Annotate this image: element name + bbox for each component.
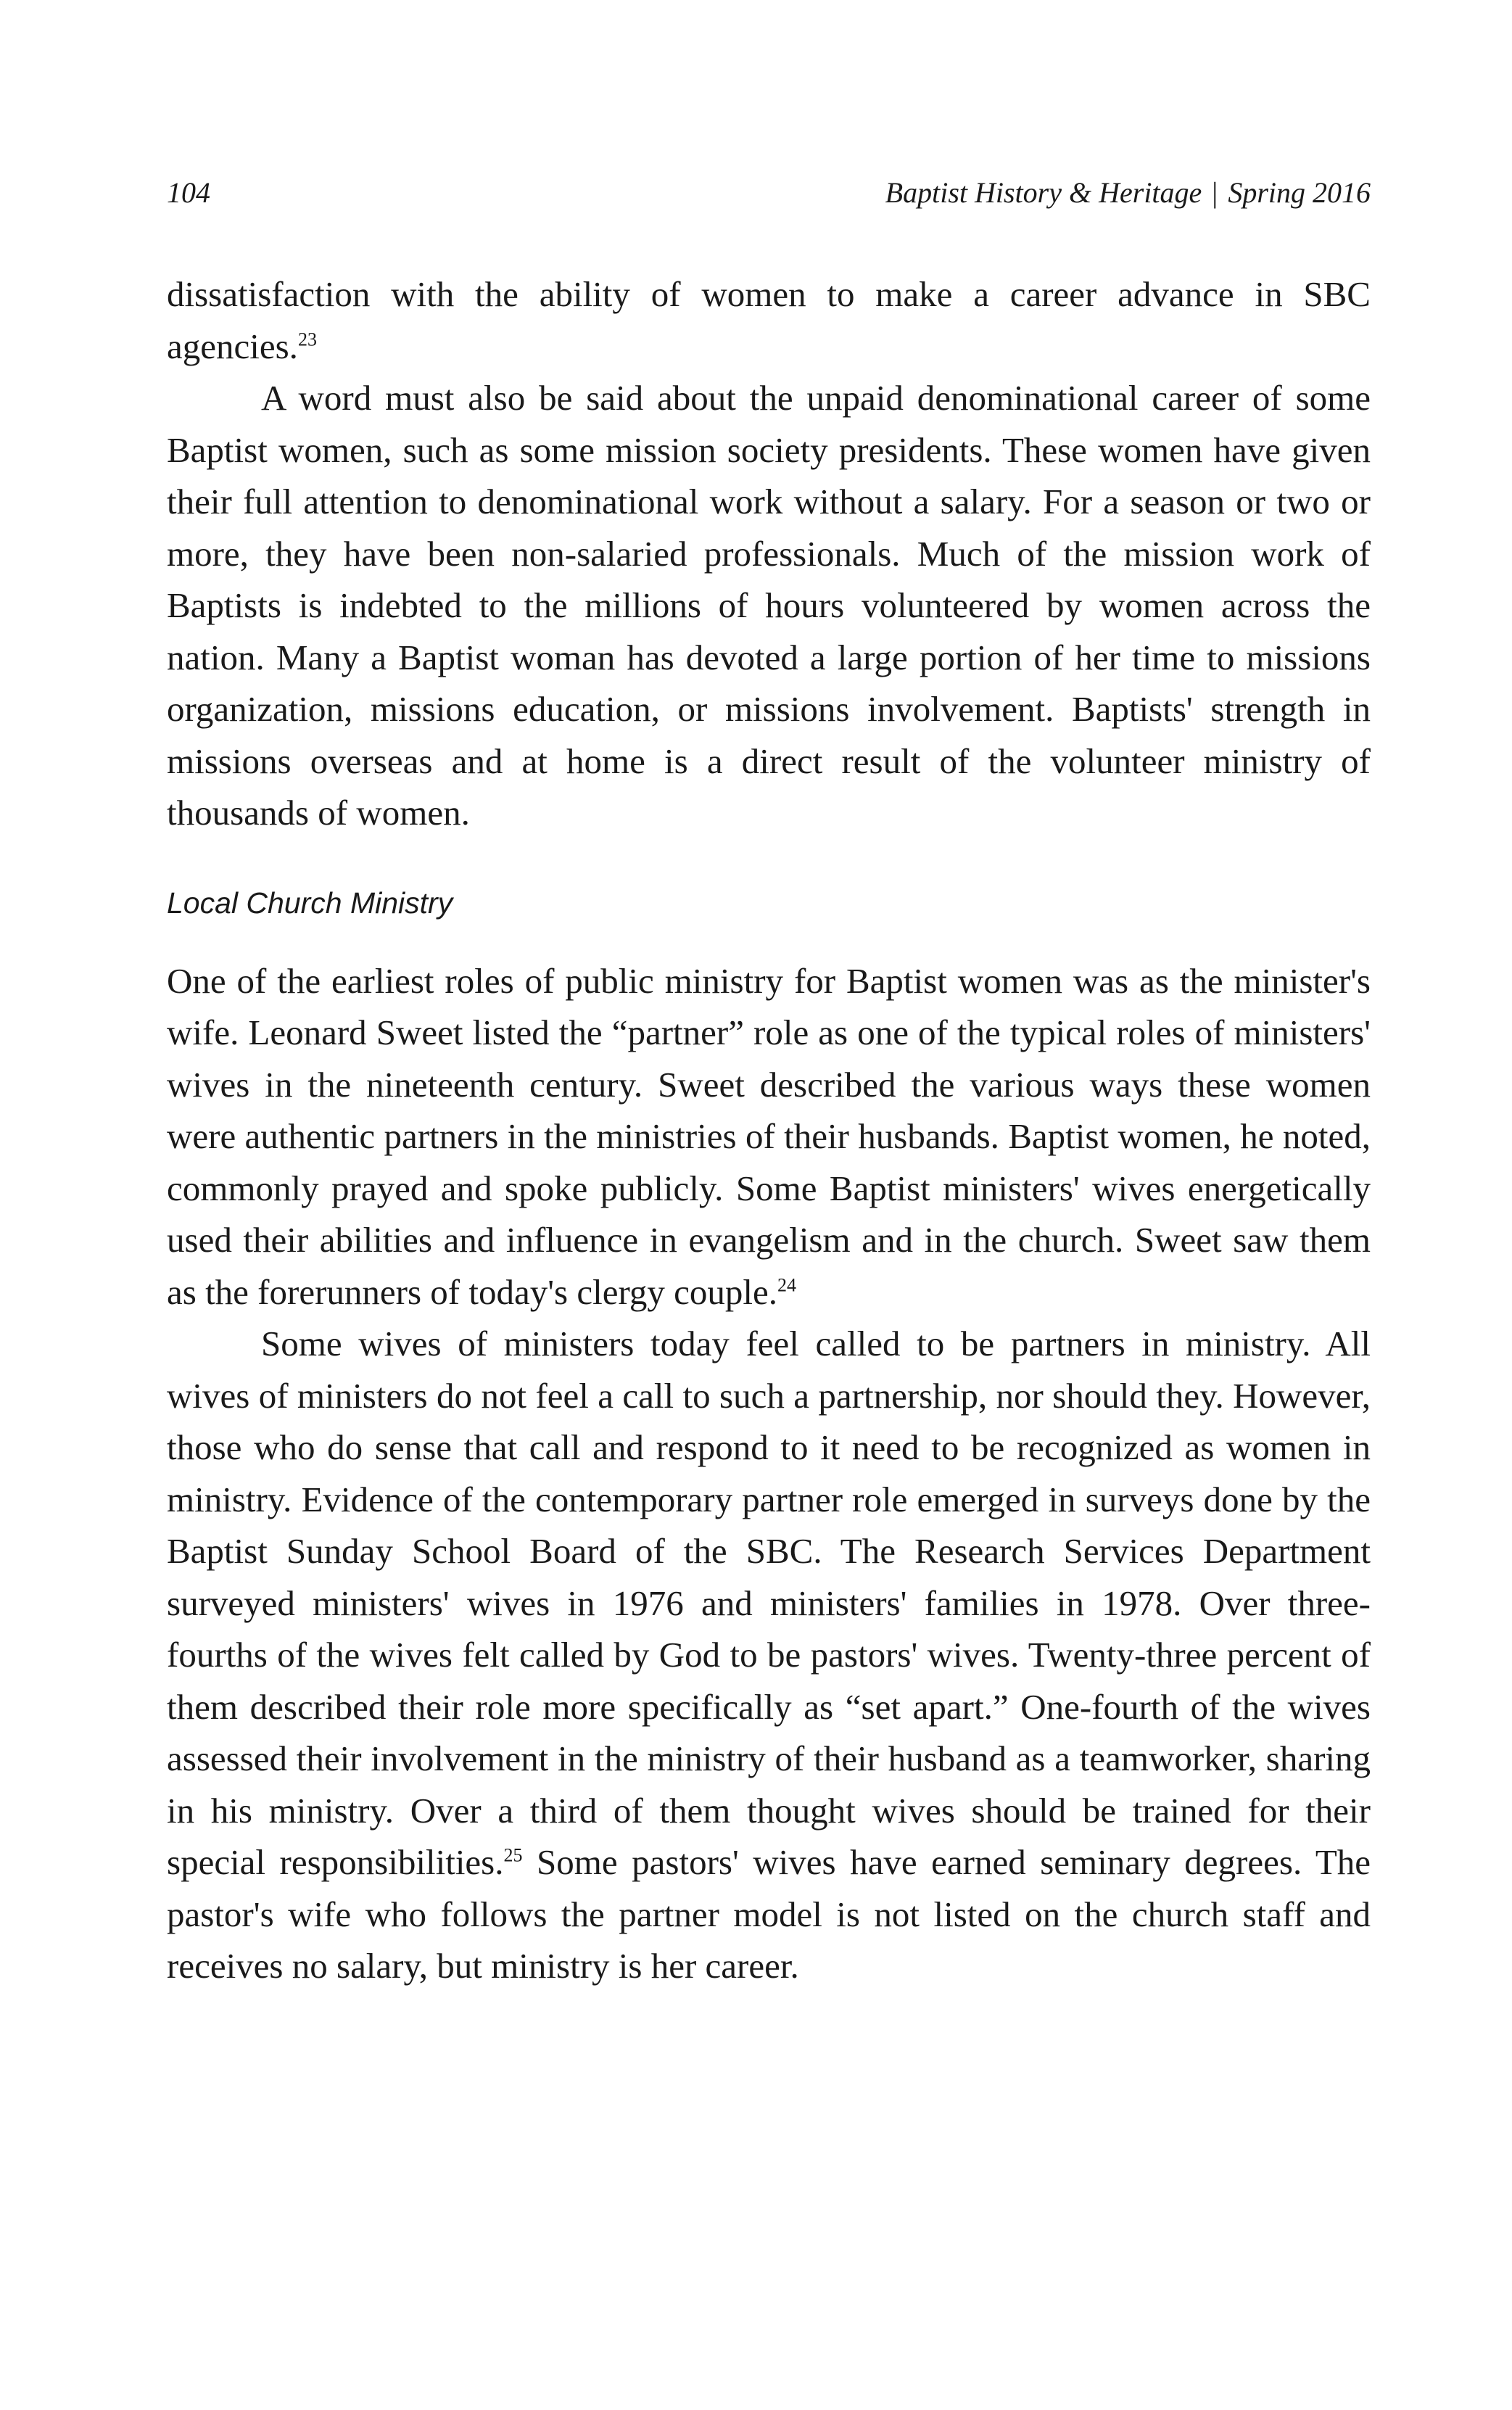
running-head [167, 174, 1371, 212]
journal-title: Baptist History & Heritage [885, 176, 1202, 209]
footnote-ref-25: 25 [503, 1844, 523, 1866]
article-body [167, 268, 1371, 1992]
page-number: 104 [167, 176, 210, 209]
paragraph-partners-in-ministry [167, 1318, 1371, 1992]
journal-page [167, 174, 1371, 1992]
footnote-ref-24: 24 [777, 1274, 796, 1296]
paragraph-text-before: Some wives of ministers today feel called to be partners in ministry. All wives of ministers do not feel a call to such a partnership, nor should they. However, those who do sense that call and respond to it need to be recognized as women in ministry. Evidence of the contemporary partner role emerged in surveys done by the Baptist Sunday School Board of the SBC. The Research Services Department surveyed ministers' wives in 1976 and ministers' families in 1978. Over three-fourths of the wives felt called by God to be pastors' wives. Twenty-three percent of them described their role more specifically as “set apart.” One-fourth of the wives assessed their involvement in the ministry of their husband as a teamworker, sharing in his ministry. Over a third of them thought wives should be trained for their special responsibilities. [167, 1324, 1371, 1882]
issue-label: Spring 2016 [1228, 176, 1371, 209]
paragraph-text-after: Some pastors' wives have earned seminary degrees. The pastor's wife who follows the partner model is not listed on the church staff and receives no salary, but ministry is her career. [167, 1842, 1371, 1986]
journal-issue [885, 174, 1371, 212]
section-heading: Local Church Ministry [167, 886, 453, 920]
paragraph-text: One of the earliest roles of public ministry for Baptist women was as the minister's wife. Leonard Sweet listed the “partner” role as one of the typical roles of ministers' wives in the nineteenth century. Sweet described the various ways these women were authentic partners in the ministries of their husbands. Baptist women, he noted, commonly prayed and spoke publicly. Some Baptist ministers' wives energetically used their abilities and influence in evangelism and in the church. Sweet saw them as the forerunners of today's clergy couple. [167, 960, 1371, 1312]
paragraph-continuation [167, 268, 1371, 372]
footnote-ref-23: 23 [297, 329, 317, 350]
paragraph-text: dissatisfaction with the ability of women to make a career advance in SBC agencies. [167, 274, 1371, 366]
paragraph-unpaid-careers: A word must also be said about the unpaid denominational career of some Baptist women, such as some mission society presidents. These women have given their full attention to denominational work without a salary. For a season or two or more, they have been non-salaried professionals. Much of the mission work of Baptists is indebted to the millions of hours volunteered by women across the nation. Many a Baptist woman has devoted a large portion of her time to missions organization, missions education, or missions involvement. Baptists' strength in missions overseas and at home is a direct result of the volunteer ministry of thousands of women. [167, 378, 1371, 833]
header-separator: | [1212, 176, 1218, 209]
paragraph-ministers-wife [167, 955, 1371, 1319]
